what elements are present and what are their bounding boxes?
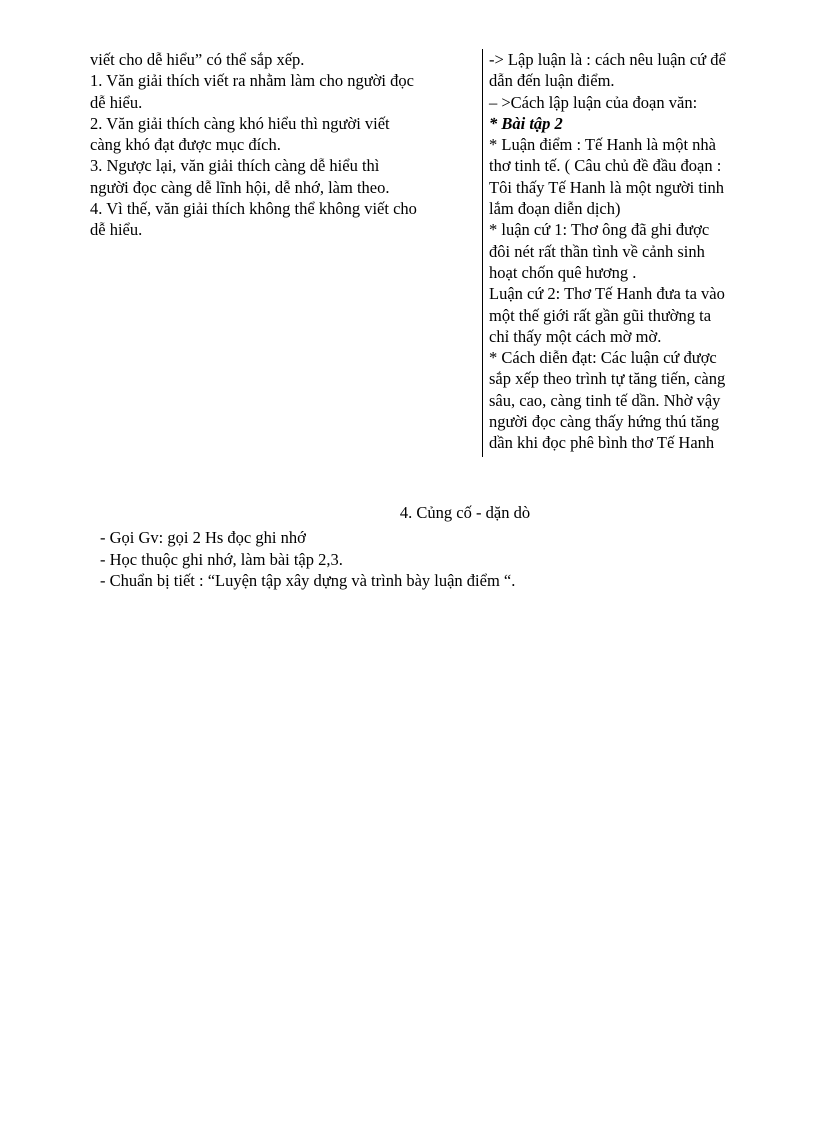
right-line: dẫn đến luận điểm. [489, 71, 615, 91]
left-column [90, 49, 480, 457]
right-column [489, 49, 769, 457]
right-line: Luận cứ 2: Thơ Tế Hanh đưa ta vào [489, 284, 725, 304]
right-line: * Luận điểm : Tế Hanh là một nhà [489, 135, 716, 155]
summary-item: - Gọi Gv: gọi 2 Hs đọc ghi nhớ [100, 528, 306, 548]
left-line: dễ hiểu. [90, 92, 143, 112]
right-line: * luận cứ 1: Thơ ông đã ghi được [489, 220, 710, 240]
summary-title: 4. Củng cố - dặn dò [399, 503, 531, 522]
left-line: 4. Vì thế, văn giải thích không thể không viết cho [90, 199, 417, 219]
right-line: thơ tinh tế. ( Câu chủ đề đầu đoạn : [489, 156, 722, 176]
left-line: dễ hiểu. [90, 220, 143, 240]
right-line: chỉ thấy một cách mờ mờ. [489, 326, 662, 346]
left-line: 1. Văn giải thích viết ra nhằm làm cho người đọc [90, 71, 414, 91]
left-line: 2. Văn giải thích càng khó hiểu thì người viết [90, 113, 390, 133]
summary-item: - Học thuộc ghi nhớ, làm bài tập 2,3. [100, 549, 343, 569]
right-line: – >Cách lập luận của đoạn văn: [489, 92, 698, 112]
right-line: * Cách diễn đạt: Các luận cứ được [489, 348, 717, 368]
summary-section [90, 502, 770, 591]
exercise-heading: * Bài tập 2 [489, 113, 563, 133]
summary-item: - Chuẩn bị tiết : “Luyện tập xây dựng và trình bày luận điểm “. [100, 570, 516, 590]
right-line: dần khi đọc phê bình thơ Tế Hanh [489, 433, 715, 453]
right-line: người đọc càng thấy hứng thú tăng [489, 412, 720, 432]
left-line: người đọc càng dễ lĩnh hội, dễ nhớ, làm theo. [90, 177, 390, 197]
left-line: 3. Ngược lại, văn giải thích càng dễ hiểu thì [90, 156, 380, 176]
right-line: lắm đoạn diễn dịch) [489, 199, 621, 219]
right-line: sâu, cao, càng tinh tế dần. Nhờ vậy [489, 390, 721, 410]
right-line: đôi nét rất thần tình về cảnh sinh [489, 241, 705, 261]
right-line: sắp xếp theo trình tự tăng tiến, càng [489, 369, 726, 389]
right-line: Tôi thấy Tế Hanh là một người tinh [489, 177, 725, 197]
right-line: -> Lập luận là : cách nêu luận cứ để [489, 50, 726, 69]
left-line: viết cho dễ hiểu” có thể sắp xếp. [90, 50, 305, 69]
column-divider [482, 49, 483, 457]
content-table [90, 49, 770, 457]
summary-list [90, 527, 770, 591]
left-line: càng khó đạt được mục đích. [90, 135, 281, 155]
right-line: một thế giới rất gần gũi thường ta [489, 305, 712, 325]
right-line: hoạt chốn quê hương . [489, 262, 637, 282]
